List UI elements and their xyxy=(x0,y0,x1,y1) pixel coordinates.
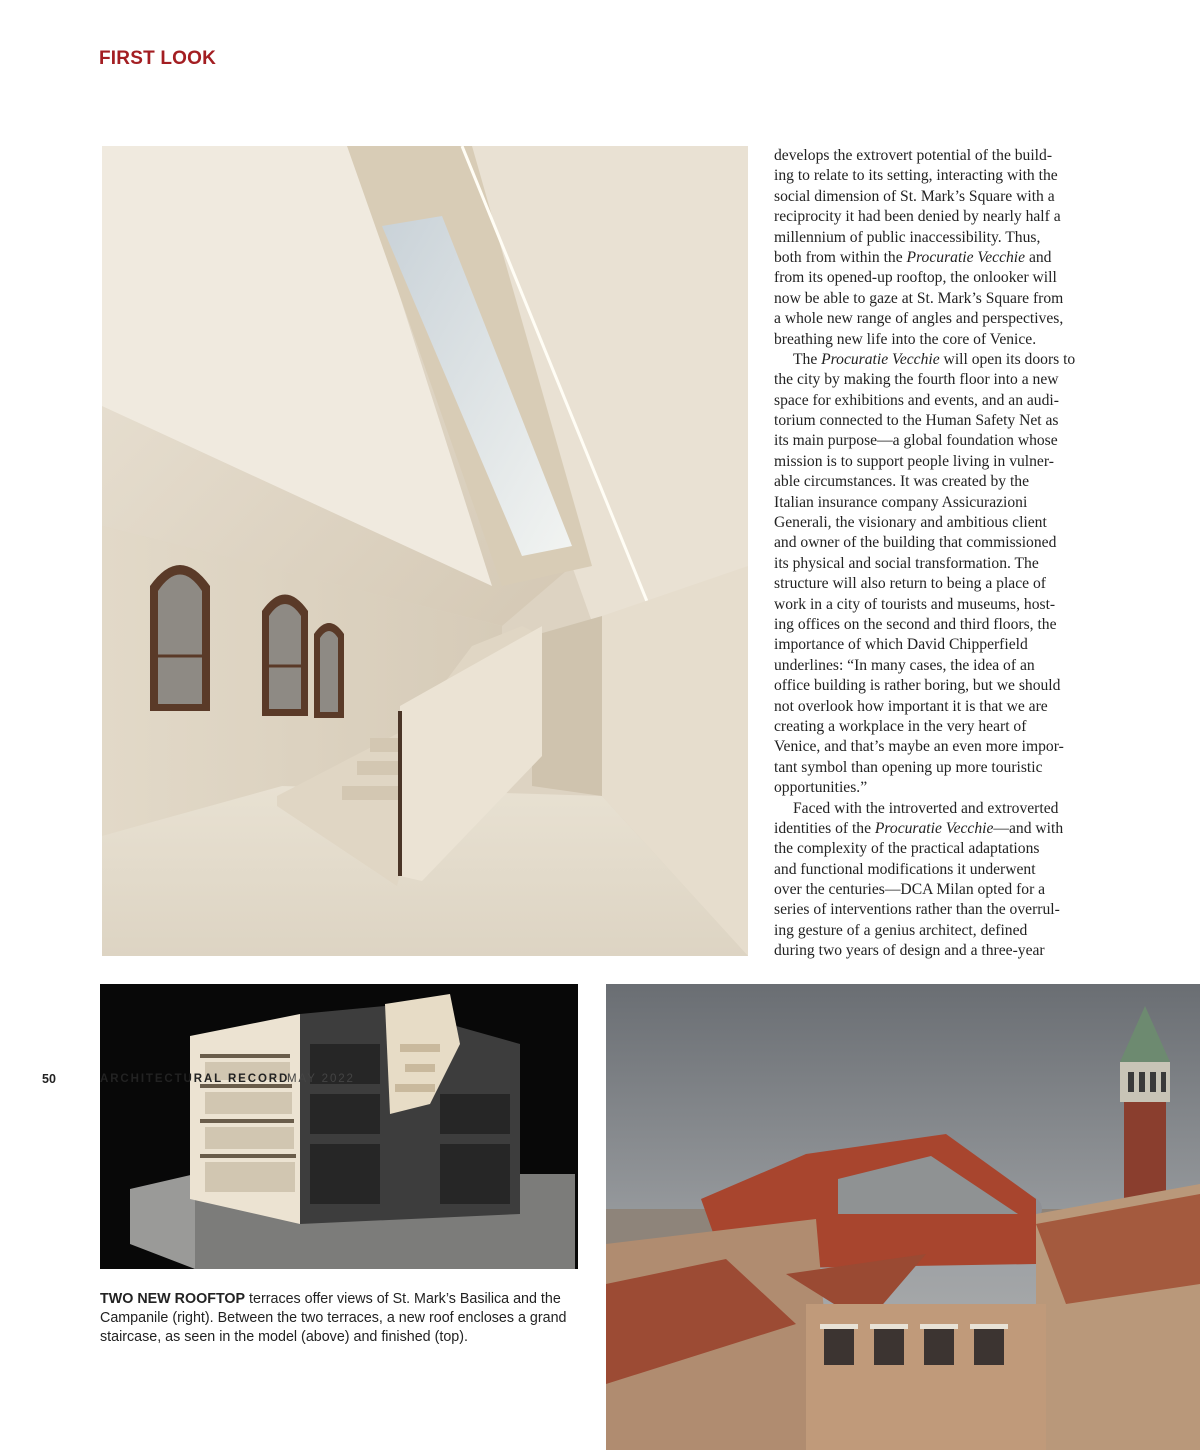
body-line: its main purpose—a global foundation whose xyxy=(774,432,1058,450)
body-line: work in a city of tourists and museums, host- xyxy=(774,595,1056,613)
body-line: structure will also return to being a place of xyxy=(774,575,1046,593)
body-line-text: and xyxy=(1025,248,1052,266)
body-line: the complexity of the practical adaptations xyxy=(774,840,1040,858)
caption-line-2: Campanile (right). Between the two terraces, a new roof encloses a grand xyxy=(100,1310,567,1326)
body-line: a whole new range of angles and perspectives, xyxy=(774,310,1064,328)
body-line: during two years of design and a three-year xyxy=(774,942,1045,960)
body-line: and functional modifications it underwent xyxy=(774,860,1036,878)
body-line: ing gesture of a genius architect, defined xyxy=(774,921,1028,939)
article-body-column xyxy=(774,146,1092,962)
body-line: space for exhibitions and events, and an audi- xyxy=(774,391,1059,409)
page-number: 50 xyxy=(42,1072,56,1086)
body-line xyxy=(774,819,1092,839)
body-line: breathing new life into the core of Venice. xyxy=(774,330,1037,348)
issue-date: MAY 2022 xyxy=(287,1073,355,1085)
body-line: creating a workplace in the very heart of xyxy=(774,717,1027,735)
body-line: millennium of public inaccessibility. Thus, xyxy=(774,228,1041,246)
body-line: over the centuries—DCA Milan opted for a xyxy=(774,881,1046,899)
body-line: now be able to gaze at St. Mark’s Square from xyxy=(774,289,1064,307)
photo-caption xyxy=(100,1290,580,1347)
body-line: reciprocity it had been denied by nearly half a xyxy=(774,208,1061,226)
body-line: underlines: “In many cases, the idea of an xyxy=(774,656,1035,674)
body-line: Faced with the introverted and extroverted xyxy=(793,799,1059,817)
caption-lead: TWO NEW ROOFTOP xyxy=(100,1291,246,1307)
body-line: not overlook how important it is that we are xyxy=(774,697,1048,715)
body-line: social dimension of St. Mark’s Square with a xyxy=(774,187,1055,205)
body-line xyxy=(774,248,1092,268)
photo-grand-staircase xyxy=(102,146,748,956)
body-line: opportunities.” xyxy=(774,779,868,797)
body-line: office building is rather boring, but we should xyxy=(774,677,1061,695)
body-line: tant symbol than opening up more touristic xyxy=(774,758,1043,776)
magazine-name: ARCHITECTURAL RECORD xyxy=(100,1073,290,1085)
photo-rooftop-terrace-campanile xyxy=(606,984,1200,1450)
caption-line-3: staircase, as seen in the model (above) and finished (top). xyxy=(100,1329,468,1345)
body-line: its physical and social transformation. The xyxy=(774,554,1039,572)
body-line: ing offices on the second and third floors, the xyxy=(774,615,1057,633)
caption-line-1 xyxy=(100,1290,580,1309)
body-line-italic: Procuratie Vecchie xyxy=(821,350,940,368)
photo-architectural-model xyxy=(100,984,578,1269)
body-line-text: identities of the xyxy=(774,819,875,837)
section-label: FIRST LOOK xyxy=(99,48,217,69)
body-line: the city by making the fourth floor into a new xyxy=(774,371,1059,389)
caption-line-1-rest: terraces offer views of St. Mark’s Basilica and the xyxy=(245,1291,561,1307)
body-line: mission is to support people living in vulner- xyxy=(774,452,1054,470)
body-line-italic: Procuratie Vecchie xyxy=(874,819,994,837)
body-line: develops the extrovert potential of the build- xyxy=(774,147,1053,164)
body-line-text: will open its doors to xyxy=(939,350,1076,368)
body-line-italic: Procuratie Vecchie xyxy=(906,248,1026,266)
body-line: ing to relate to its setting, interacting with the xyxy=(774,167,1058,185)
body-line-text: both from within the xyxy=(774,248,907,266)
body-line: Venice, and that’s maybe an even more impor- xyxy=(774,738,1064,756)
body-line-text: The xyxy=(793,350,822,368)
body-line: and owner of the building that commissioned xyxy=(774,534,1057,552)
body-line: from its opened-up rooftop, the onlooker will xyxy=(774,269,1057,287)
body-line-text: —and with xyxy=(993,819,1064,837)
body-line: Italian insurance company Assicurazioni xyxy=(774,493,1028,511)
body-line: series of interventions rather than the overrul- xyxy=(774,901,1060,919)
body-line xyxy=(774,350,1092,370)
body-line: torium connected to the Human Safety Net as xyxy=(774,412,1059,430)
body-line: able circumstances. It was created by the xyxy=(774,473,1030,491)
body-line: Generali, the visionary and ambitious client xyxy=(774,514,1047,532)
body-line: importance of which David Chipperfield xyxy=(774,636,1028,654)
